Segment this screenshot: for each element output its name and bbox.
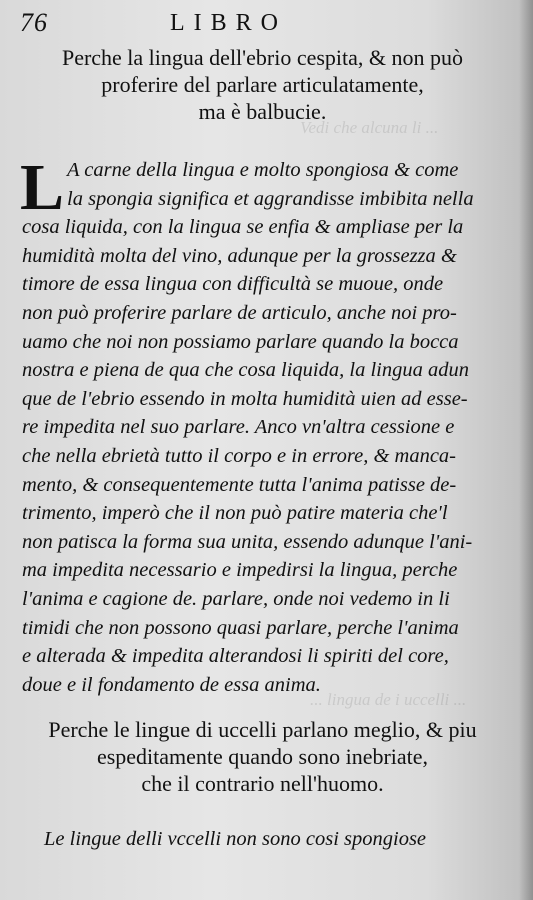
page-number: 76 [20,8,48,37]
heading-line: proferire del parlare articulatamente, [101,72,424,97]
body-paragraph-2-first-line: Le lingue delli vccelli non sono cosi spongiose [44,828,427,850]
page-edge-shadow [519,0,533,900]
heading-line: espeditamente quando sono inebriate, [96,744,429,769]
text-line: nostra e piena de qua che cosa liquida, la lingua adun [22,359,469,382]
text-line: humidità molta del vino, adunque per la grossezza & [22,244,457,267]
text-line: l'anima e cagione de. parlare, onde noi vedemo in li [22,587,450,610]
heading-line: Perche la lingua dell'ebrio cespita, & non può [61,45,464,70]
section-heading-2 [10,716,515,797]
text-line: timidi che non possono quasi parlare, perche l'anima [22,616,459,639]
text-line: che nella ebrietà tutto il corpo e in errore, & manca- [22,444,457,467]
bleed-through-text: ... lingua de i uccelli ... [310,690,467,709]
text-line: A carne della lingua e molto spongiosa & come [67,159,459,181]
heading-line: che il contrario nell'huomo. [141,771,384,796]
text-line: timore de essa lingua con difficultà se muoue, onde [22,273,444,296]
text-line: e alterada & impedita alterandosi li spiriti del core, [22,645,449,668]
text-line: uamo che noi non possiamo parlare quando la bocca [22,330,459,353]
heading-line: ma è balbucie. [198,99,327,124]
text-line: que de l'ebrio essendo in molta humidità uien ad esse- [22,387,468,410]
bleed-through-text: Vedi che alcuna li ... [300,118,439,137]
text-line: re impedita nel suo parlare. Anco vn'altra cessione e [22,416,455,439]
drop-cap: L [20,151,65,224]
body-paragraph-1 [20,151,512,699]
text-line: ma impedita necessario e impedirsi la lingua, perche [22,559,458,582]
page-header [20,8,520,42]
text-line: non può proferire parlare de articulo, anche noi pro- [22,301,457,324]
text-line: non patisca la forma sua unita, essendo adunque l'ani- [22,530,473,553]
text-line: doue e il fondamento de essa anima. [22,673,321,696]
text-line: trimento, imperò che il non può patire materia che'l [22,502,448,525]
running-head: LIBRO [170,10,287,36]
section-heading-1 [10,44,515,125]
text-line: mento, & consequentemente tutta l'anima patisse de- [22,473,457,496]
heading-line: Perche le lingue di uccelli parlano meglio, & piu [48,717,477,742]
text-line: la spongia significa et aggrandisse imbibita nella [67,187,474,210]
text-line: cosa liquida, con la lingua se enfia & ampliase per la [22,216,464,239]
